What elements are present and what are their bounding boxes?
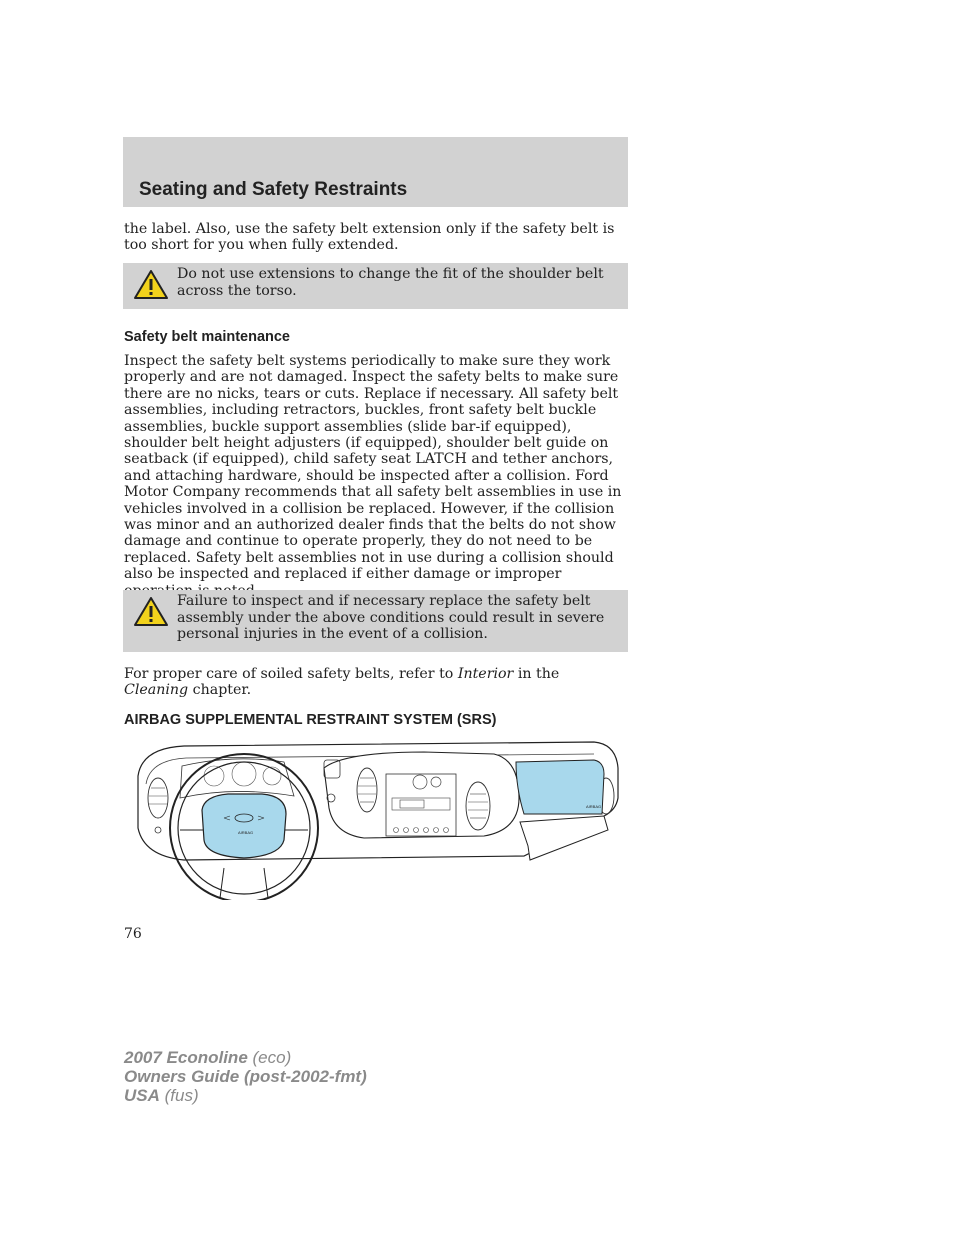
driver-airbag-label: AIRBAG	[238, 830, 254, 835]
warning-box-1	[123, 263, 628, 309]
interior-reference: Interior	[457, 666, 514, 682]
section-title: Seating and Safety Restraints	[139, 179, 408, 200]
maintenance-heading: Safety belt maintenance	[124, 329, 290, 345]
maintenance-paragraph: Inspect the safety belt systems periodically to make sure they work properly and are not damaged. Inspect the safety belts to make sure there are no nicks, tears or cuts. Replace if necessary. All safety belt assemblies, including retractors, buckles, front safety belt buckle assemblies, buckle support assemblies (slide bar-if equipped), shoulder belt height adjusters (if equipped), shoulder belt guide on seatback (if equipped), child safety seat LATCH and tether anchors, and attaching hardware, should be inspected after a collision. Ford Motor Company recommends that all safety belt assemblies in use in vehicles involved in a collision be replaced. However, if the collision was minor and an authorized dealer finds that the belts do not show damage and continue to operate properly, they do not need to be replaced. Safety belt assemblies not in use during a collision should also be inspected and replaced if either damage or improper	[124, 353, 622, 583]
care-paragraph	[124, 666, 624, 699]
care-text-after: chapter.	[188, 682, 252, 699]
intro-paragraph: the label. Also, use the safety belt extension only if the safety belt is too short for you when fully extended.	[124, 221, 615, 254]
page-number: 76	[124, 926, 142, 942]
footer-market-code: (fus)	[159, 1086, 199, 1105]
warning-box-2	[123, 590, 628, 652]
footer-market: USA	[124, 1086, 160, 1105]
warning-1-text: Do not use extensions to change the fit of the shoulder belt across the torso.	[177, 266, 604, 299]
care-text-middle: in the	[513, 666, 560, 682]
footer-model-code: (eco)	[247, 1048, 292, 1067]
care-text-before: For proper care of soiled safety belts, refer to	[124, 666, 458, 682]
footer-guide: Owners Guide (post-2002-fmt)	[124, 1067, 367, 1086]
dashboard-airbag-illustration	[124, 738, 628, 900]
document-footer	[124, 1048, 367, 1105]
passenger-airbag-label: AIRBAG	[586, 804, 602, 809]
driver-airbag-highlight	[202, 794, 286, 858]
warning-2-text: Failure to inspect and if necessary replace the safety belt assembly under the above conditions could result in severe personal injuries in the event of a collision.	[177, 593, 605, 643]
warning-triangle-icon	[133, 268, 169, 300]
footer-model: 2007 Econoline	[124, 1048, 248, 1067]
warning-triangle-icon	[133, 595, 169, 627]
cleaning-reference: Cleaning	[124, 682, 189, 699]
section-header	[123, 137, 628, 207]
airbag-heading: AIRBAG SUPPLEMENTAL RESTRAINT SYSTEM (SRS)	[124, 712, 497, 728]
